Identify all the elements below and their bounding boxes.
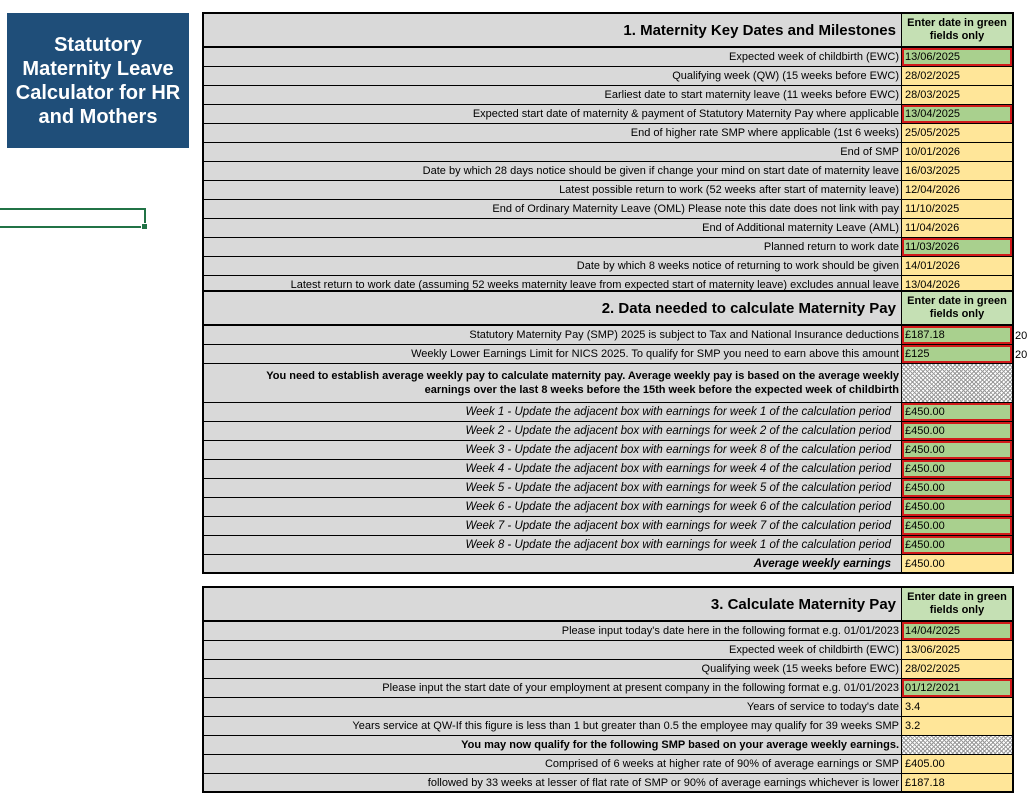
value-cell[interactable] [902,364,1012,402]
table-row [202,517,1014,536]
table-row [202,200,1014,219]
row-label: Average weekly earnings [204,555,902,572]
row-label: Date by which 8 weeks notice of returning to work should be given [204,257,902,275]
value-cell[interactable]: £187.18 [902,774,1012,791]
table-row [202,498,1014,517]
table-row [202,641,1014,660]
row-label: Week 2 - Update the adjacent box with earnings for week 2 of the calculation period [204,422,902,440]
calculator-title-box [7,13,189,148]
table-row [202,660,1014,679]
table-row [202,441,1014,460]
value-cell[interactable]: 3.2 [902,717,1012,735]
row-label: End of Ordinary Maternity Leave (OML) Please note this date does not link with pay [204,200,902,218]
value-cell[interactable]: 28/02/2025 [902,67,1012,85]
row-label: Week 7 - Update the adjacent box with earnings for week 7 of the calculation period [204,517,902,535]
row-label: Please input the start date of your employment at present company in the following format e.g. 01/01/2023 [204,679,902,697]
table-row [202,124,1014,143]
green-fields-note: Enter date in green fields only [902,292,1012,324]
section-header [202,586,1014,622]
table-row [202,679,1014,698]
value-cell[interactable]: £405.00 [902,755,1012,773]
row-label: Weekly Lower Earnings Limit for NICS 2025. To qualify for SMP you need to earn above this amount [204,345,902,363]
row-label: Planned return to work date [204,238,902,256]
row-label: Statutory Maternity Pay (SMP) 2025 is subject to Tax and National Insurance deductions [204,326,902,344]
input-cell[interactable]: 01/12/2021 [902,679,1012,697]
row-label: Please input today's date here in the following format e.g. 01/01/2023 [204,622,902,640]
fill-handle[interactable] [141,223,148,230]
value-cell[interactable]: 13/04/2026 [902,276,1012,293]
value-cell[interactable]: 28/03/2025 [902,86,1012,104]
table-row [202,67,1014,86]
calculator-title: Statutory Maternity Leave Calculator for HR and Mothers [15,33,181,128]
value-cell[interactable]: 13/06/2025 [902,641,1012,659]
table-row [202,698,1014,717]
table-row [202,219,1014,238]
row-label: Qualifying week (QW) (15 weeks before EWC) [204,67,902,85]
row-label: Week 1 - Update the adjacent box with earnings for week 1 of the calculation period [204,403,902,421]
row-label: Week 6 - Update the adjacent box with earnings for week 6 of the calculation period [204,498,902,516]
input-cell[interactable]: £450.00 [902,460,1012,478]
value-cell[interactable]: 28/02/2025 [902,660,1012,678]
row-label: End of SMP [204,143,902,161]
section-title: 1. Maternity Key Dates and Milestones [204,14,902,46]
value-cell[interactable]: 12/04/2026 [902,181,1012,199]
section-title: 2. Data needed to calculate Maternity Pay [204,292,902,324]
table-row [202,162,1014,181]
value-cell[interactable]: 16/03/2025 [902,162,1012,180]
input-cell[interactable]: £450.00 [902,422,1012,440]
input-cell[interactable]: £125 [902,345,1012,363]
section-calculate-pay [202,586,1014,793]
table-row [202,105,1014,124]
section-rows [202,48,1014,295]
row-label: followed by 33 weeks at lesser of flat rate of SMP or 90% of average earnings whichever is lower [204,774,902,791]
row-label: You may now qualify for the following SMP based on your average weekly earnings. [204,736,902,754]
table-row [202,345,1014,364]
row-label: Comprised of 6 weeks at higher rate of 90% of average earnings or SMP [204,755,902,773]
row-label: Expected week of childbirth (EWC) [204,48,902,66]
section-rows [202,326,1014,574]
table-row [202,143,1014,162]
table-row [202,622,1014,641]
overflow-cell-text: 20 [1015,349,1027,361]
row-label: Qualifying week (15 weeks before EWC) [204,660,902,678]
row-label: You need to establish average weekly pay to calculate maternity pay. Average weekly pay is based on the average weekly earnings over the last 8 weeks before the 15th week before the expected week of childbirth [204,364,902,402]
table-row [202,238,1014,257]
input-cell[interactable]: £450.00 [902,441,1012,459]
row-label: Years service at QW-If this figure is less than 1 but greater than 0.5 the employee may qualify for 39 weeks SMP [204,717,902,735]
input-cell[interactable]: 13/04/2025 [902,105,1012,123]
row-label: End of higher rate SMP where applicable (1st 6 weeks) [204,124,902,142]
value-cell[interactable]: £450.00 [902,555,1012,572]
row-label: Week 3 - Update the adjacent box with earnings for week 8 of the calculation period [204,441,902,459]
table-row [202,555,1014,574]
row-label: Week 4 - Update the adjacent box with earnings for week 4 of the calculation period [204,460,902,478]
value-cell[interactable]: 10/01/2026 [902,143,1012,161]
green-fields-note: Enter date in green fields only [902,14,1012,46]
section-key-dates [202,12,1014,295]
table-row [202,86,1014,105]
table-row [202,755,1014,774]
value-cell[interactable] [902,736,1012,754]
value-cell[interactable]: 3.4 [902,698,1012,716]
section-header [202,290,1014,326]
input-cell[interactable]: £450.00 [902,479,1012,497]
table-row [202,181,1014,200]
value-cell[interactable]: 14/01/2026 [902,257,1012,275]
overflow-cell-text: 20 [1015,330,1027,342]
table-row [202,536,1014,555]
table-row [202,460,1014,479]
table-row [202,364,1014,403]
input-cell[interactable]: £450.00 [902,536,1012,554]
table-row [202,422,1014,441]
table-row [202,48,1014,67]
section-rows [202,622,1014,793]
row-label: Date by which 28 days notice should be given if change your mind on start date of maternity leave [204,162,902,180]
input-cell[interactable]: £187.18 [902,326,1012,344]
input-cell[interactable]: £450.00 [902,403,1012,421]
value-cell[interactable]: 25/05/2025 [902,124,1012,142]
row-label: Expected week of childbirth (EWC) [204,641,902,659]
section-data-needed [202,290,1014,574]
input-cell[interactable]: 11/03/2026 [902,238,1012,256]
input-cell[interactable]: £450.00 [902,498,1012,516]
row-label: Expected start date of maternity & payment of Statutory Maternity Pay where applicable [204,105,902,123]
row-label: Week 5 - Update the adjacent box with earnings for week 5 of the calculation period [204,479,902,497]
section-header [202,12,1014,48]
table-row [202,403,1014,422]
table-row [202,717,1014,736]
table-row [202,326,1014,345]
value-cell[interactable]: 11/10/2025 [902,200,1012,218]
table-row [202,736,1014,755]
table-row [202,774,1014,793]
selected-cell[interactable] [0,208,146,228]
row-label: Years of service to today's date [204,698,902,716]
row-label: Latest return to work date (assuming 52 weeks maternity leave from expected start of maternity leave) excludes annual leave [204,276,902,293]
input-cell[interactable]: £450.00 [902,517,1012,535]
row-label: End of Additional maternity Leave (AML) [204,219,902,237]
row-label: Week 8 - Update the adjacent box with earnings for week 1 of the calculation period [204,536,902,554]
input-cell[interactable]: 14/04/2025 [902,622,1012,640]
section-title: 3. Calculate Maternity Pay [204,588,902,620]
row-label: Earliest date to start maternity leave (11 weeks before EWC) [204,86,902,104]
green-fields-note: Enter date in green fields only [902,588,1012,620]
value-cell[interactable]: 11/04/2026 [902,219,1012,237]
row-label: Latest possible return to work (52 weeks after start of maternity leave) [204,181,902,199]
input-cell[interactable]: 13/06/2025 [902,48,1012,66]
table-row [202,479,1014,498]
table-row [202,257,1014,276]
